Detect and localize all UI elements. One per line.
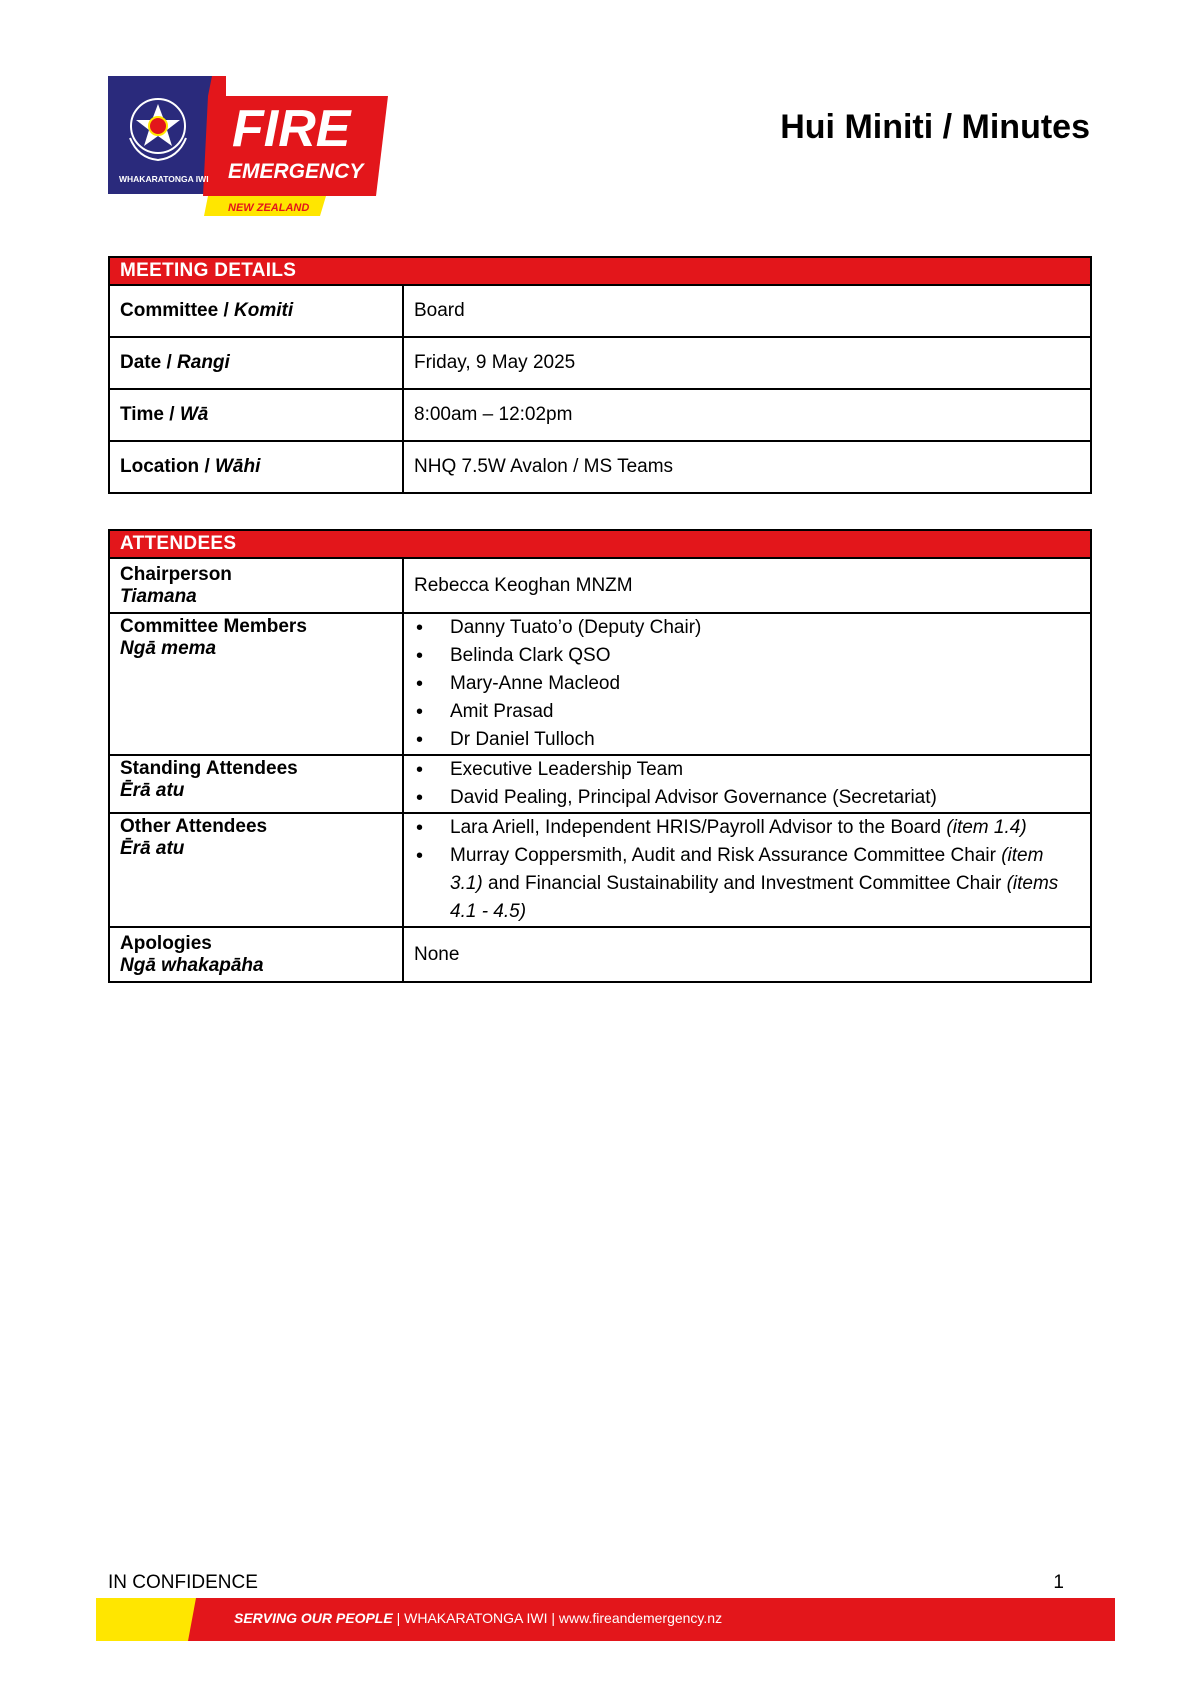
committee-members-list	[403, 613, 1091, 755]
logo-fire-text: FIRE	[232, 100, 351, 158]
location-label: Location / Wāhi	[109, 441, 403, 493]
time-value: 8:00am – 12:02pm	[403, 389, 1091, 441]
attendees-header: ATTENDEES	[109, 530, 1091, 558]
table-row	[109, 441, 1091, 493]
list-item: • Dr Daniel Tulloch	[414, 726, 1080, 754]
table-row	[109, 389, 1091, 441]
other-attendees-label: Other Attendees Ērā atu	[109, 813, 403, 927]
document-title: Hui Miniti / Minutes	[780, 108, 1090, 146]
logo-graphic	[108, 76, 393, 221]
table-row	[109, 613, 1091, 755]
list-item: • Murray Coppersmith, Audit and Risk Assurance Committee Chair (item 3.1) and Financial Sustainability and Investment Committee Chair (items 4.1 - 4.5)	[414, 842, 1080, 926]
apologies-value: None	[403, 927, 1091, 982]
time-label: Time / Wā	[109, 389, 403, 441]
table-row	[109, 337, 1091, 389]
logo-iwi-caption: WHAKARATONGA IWI	[119, 174, 209, 184]
apologies-label: Apologies Ngā whakapāha	[109, 927, 403, 982]
list-item: • Belinda Clark QSO	[414, 642, 1080, 670]
attendees-table	[108, 529, 1092, 983]
location-value: NHQ 7.5W Avalon / MS Teams	[403, 441, 1091, 493]
list-item: • Amit Prasad	[414, 698, 1080, 726]
standing-attendees-label: Standing Attendees Ērā atu	[109, 755, 403, 813]
table-row	[109, 927, 1091, 982]
chairperson-value: Rebecca Keoghan MNZM	[403, 558, 1091, 613]
logo-country-text: NEW ZEALAND	[228, 202, 310, 214]
table-row	[109, 813, 1091, 927]
list-item: • Lara Ariell, Independent HRIS/Payroll Advisor to the Board (item 1.4)	[414, 814, 1080, 842]
list-item: • Mary-Anne Macleod	[414, 670, 1080, 698]
footer-yellow-band	[96, 1598, 196, 1641]
fire-emergency-logo	[108, 76, 393, 221]
list-item: • David Pealing, Principal Advisor Governance (Secretariat)	[414, 784, 1080, 812]
table-row	[109, 755, 1091, 813]
date-value: Friday, 9 May 2025	[403, 337, 1091, 389]
other-attendees-list	[403, 813, 1091, 927]
meeting-details-header: MEETING DETAILS	[109, 257, 1091, 285]
standing-attendees-list	[403, 755, 1091, 813]
meeting-details-table	[108, 256, 1092, 494]
table-row	[109, 285, 1091, 337]
logo-emergency-text: EMERGENCY	[228, 160, 364, 183]
page-number: 1	[1053, 1572, 1064, 1593]
date-label: Date / Rangi	[109, 337, 403, 389]
footer-tagline: SERVING OUR PEOPLE | WHAKARATONGA IWI | www.fireandemergency.nz	[234, 1610, 723, 1626]
list-item: • Executive Leadership Team	[414, 756, 1080, 784]
list-item: • Danny Tuato’o (Deputy Chair)	[414, 614, 1080, 642]
committee-value: Board	[403, 285, 1091, 337]
confidentiality-label: IN CONFIDENCE	[108, 1572, 258, 1593]
committee-members-label: Committee Members Ngā mema	[109, 613, 403, 755]
table-row	[109, 558, 1091, 613]
committee-label: Committee / Komiti	[109, 285, 403, 337]
chairperson-label: Chairperson Tiamana	[109, 558, 403, 613]
